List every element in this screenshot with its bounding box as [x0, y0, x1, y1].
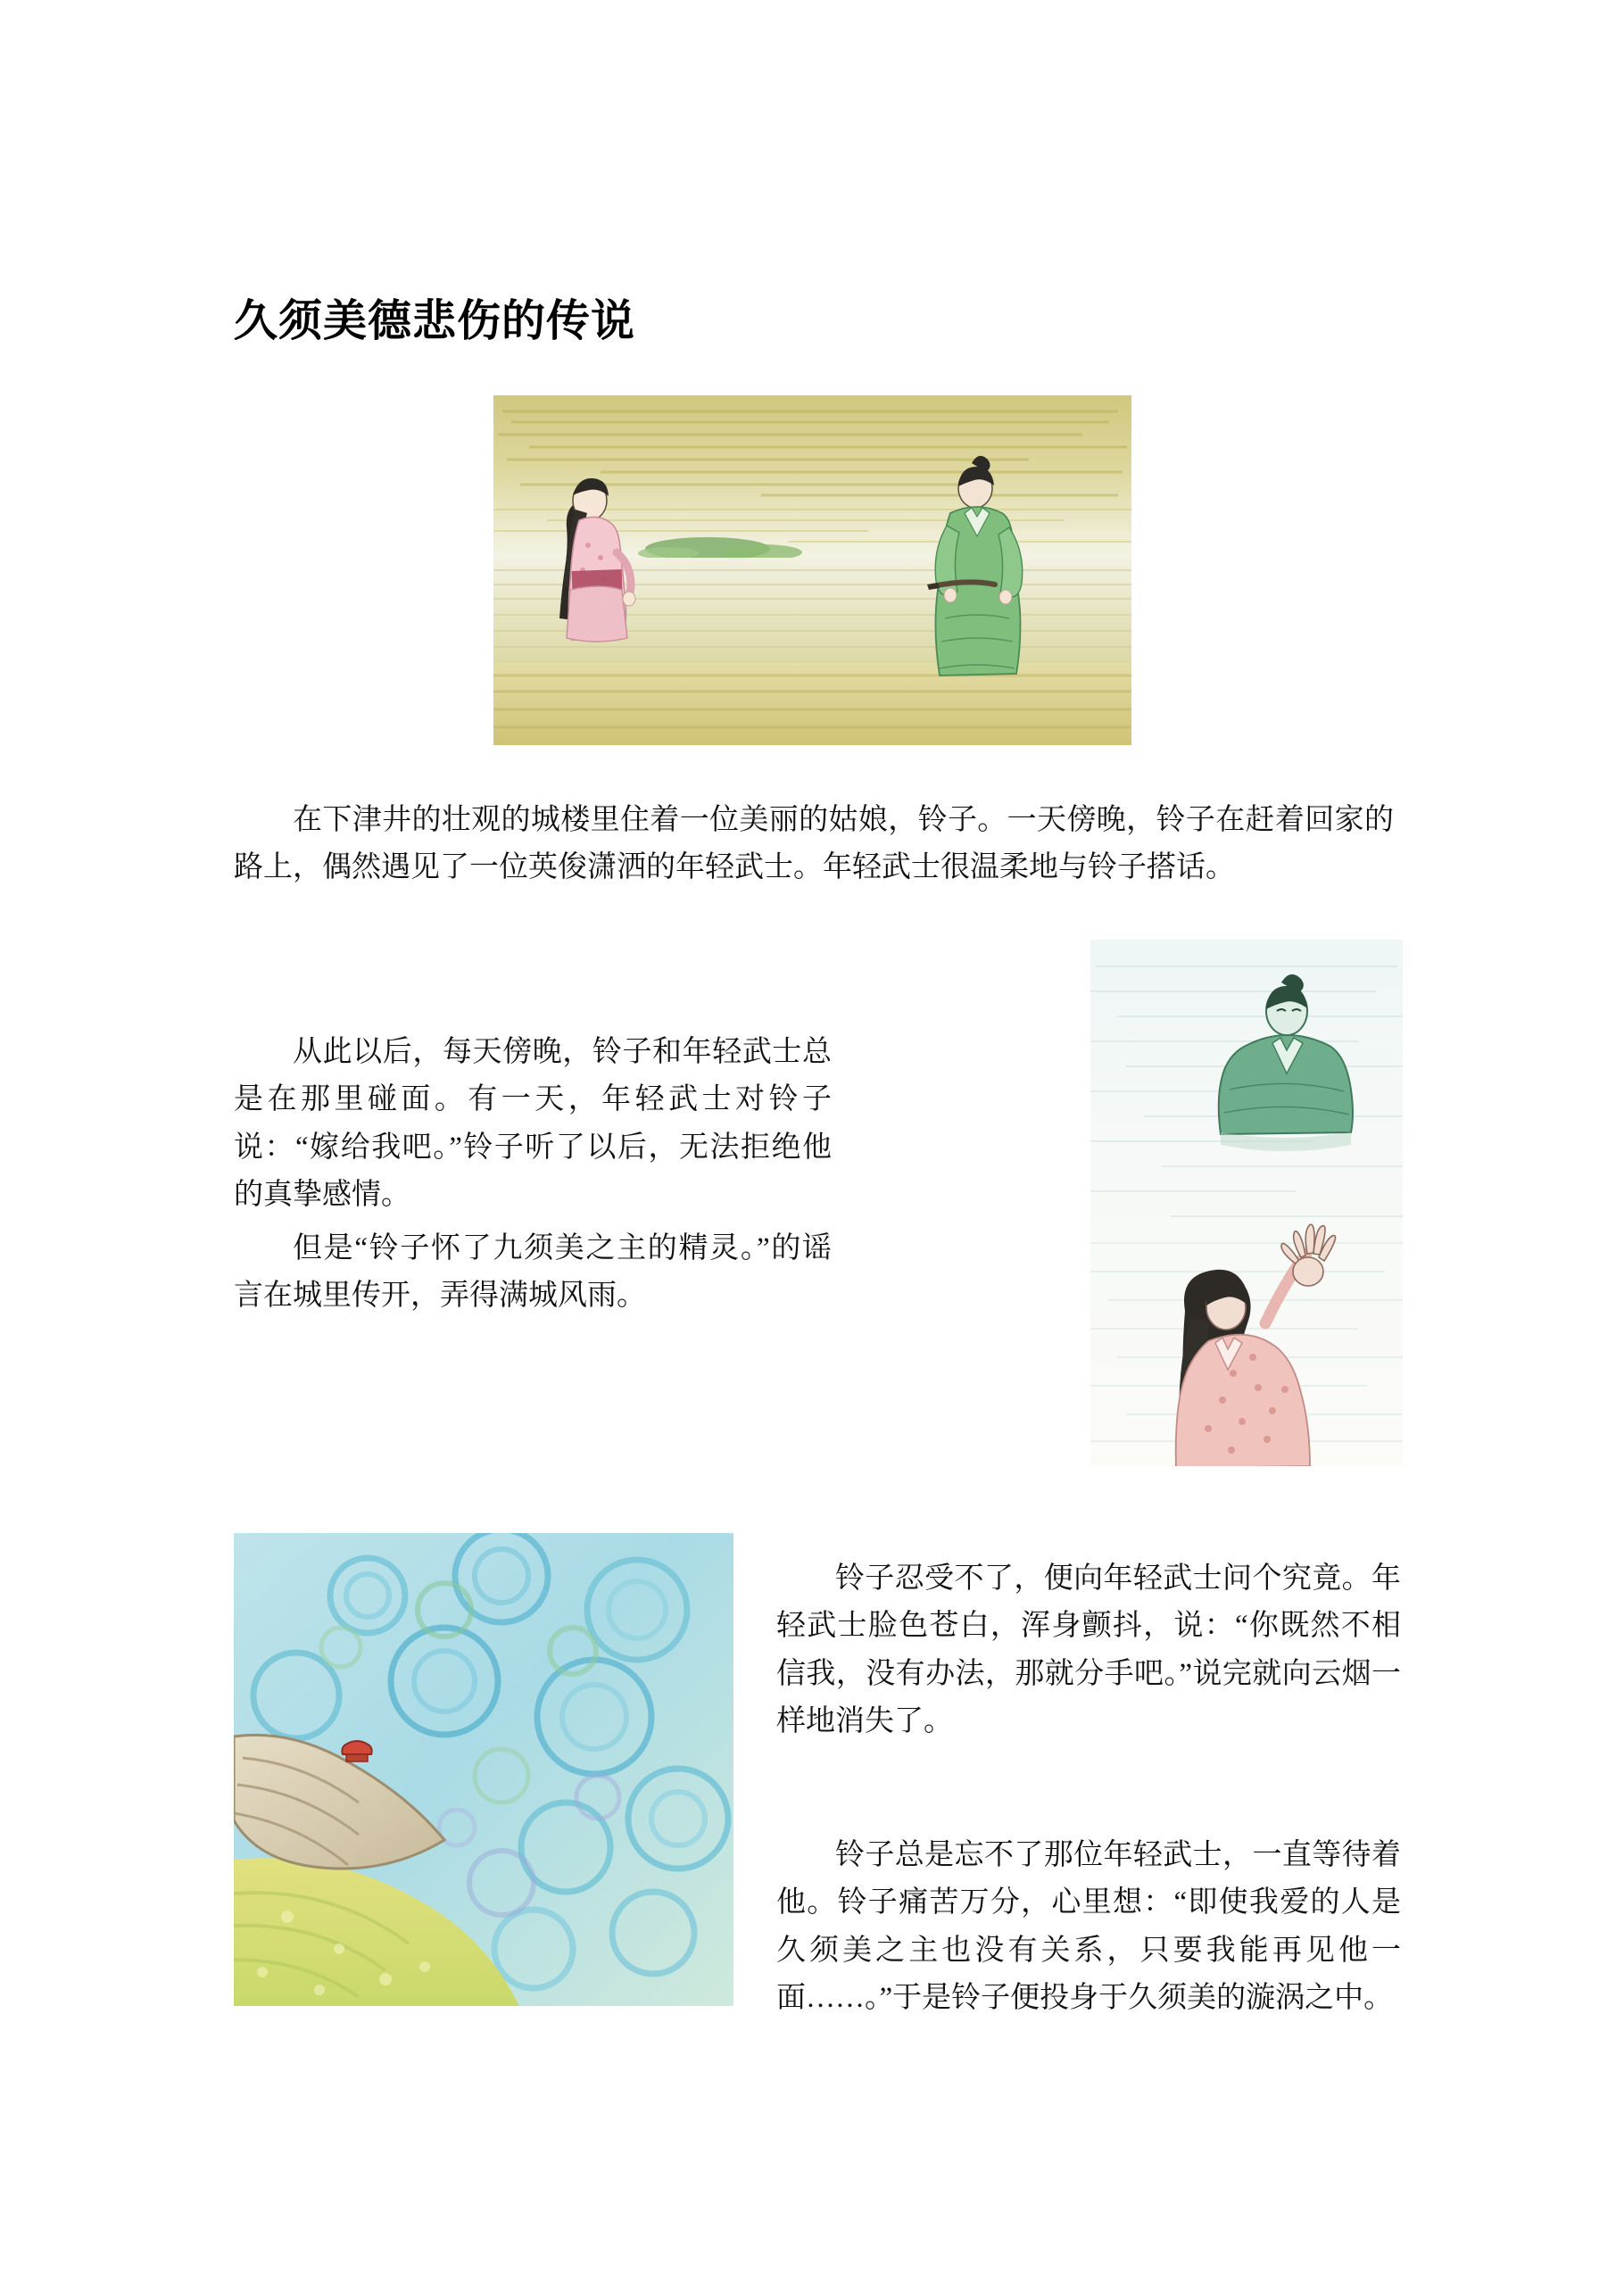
page-title: 久须美德悲伤的传说 [234, 295, 636, 345]
paragraph-1: 在下津井的壮观的城楼里住着一位美丽的姑娘，铃子。一天傍晚，铃子在赶着回家的路上，偶然遇见了一位英俊潇洒的年轻武士。年轻武士很温柔地与铃子搭话。 [234, 804, 1394, 884]
figure-whirlpool [234, 1533, 733, 2006]
figure-samurai-and-woman-image [1090, 940, 1403, 1466]
figure-meeting-at-shore [493, 395, 1131, 745]
paragraph-5: 铃子总是忘不了那位年轻武士，一直等待着他。铃子痛苦万分，心里想：“即使我爱的人是久须美之主也没有关系，只要我能再见他一面……。”于是铃子便投身于久须美的漩涡之中。 [776, 1839, 1401, 2015]
figure-samurai-and-woman [1090, 940, 1403, 1466]
figure-whirlpool-image [234, 1533, 733, 2006]
paragraph-2: 从此以后，每天傍晚，铃子和年轻武士总是在那里碰面。有一天，年轻武士对铃子说：“嫁给我吧。”铃子听了以后，无法拒绝他的真挚感情。 [234, 1036, 832, 1212]
shrine-marker [342, 1741, 371, 1761]
paragraph-3: 但是“铃子怀了九须美之主的精灵。”的谣言在城里传开，弄得满城风雨。 [234, 1232, 832, 1313]
figure-meeting-at-shore-image [493, 395, 1131, 745]
paragraph-4: 铃子忍受不了，便向年轻武士问个究竟。年轻武士脸色苍白，浑身颤抖，说：“你既然不相信我，没有办法，那就分手吧。”说完就向云烟一样地消失了。 [776, 1562, 1401, 1738]
